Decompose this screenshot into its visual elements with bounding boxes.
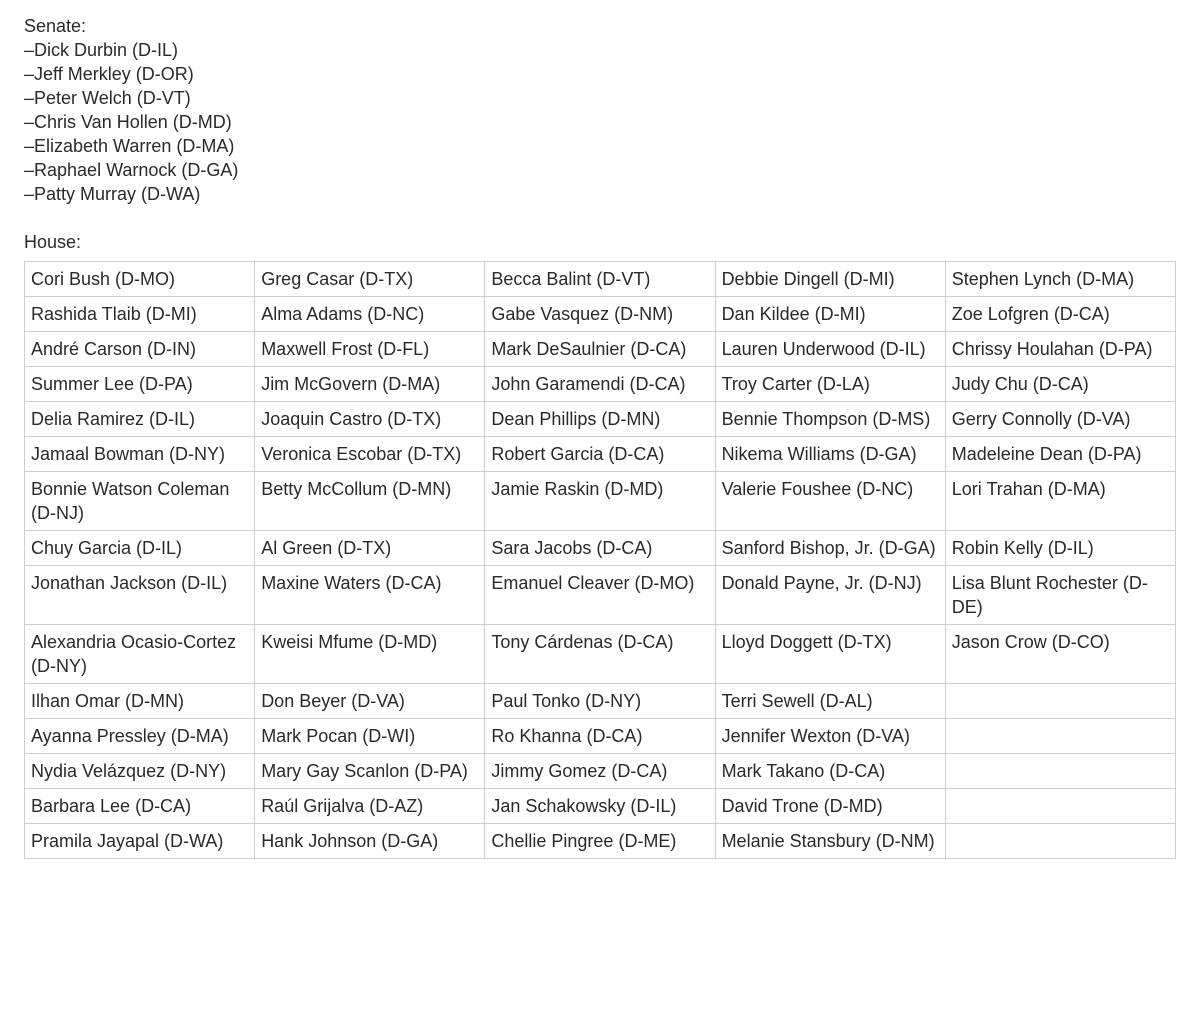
table-cell: Veronica Escobar (D-TX) — [255, 437, 485, 472]
table-row — [25, 625, 1176, 684]
table-cell: Nikema Williams (D-GA) — [715, 437, 945, 472]
senate-member: –Raphael Warnock (D-GA) — [24, 160, 239, 180]
table-cell: Barbara Lee (D-CA) — [25, 789, 255, 824]
table-cell: Hank Johnson (D-GA) — [255, 824, 485, 859]
table-cell — [945, 754, 1175, 789]
table-row — [25, 297, 1176, 332]
house-heading: House: — [24, 232, 82, 252]
table-cell: Bennie Thompson (D-MS) — [715, 402, 945, 437]
table-row — [25, 824, 1176, 859]
table-cell: Valerie Foushee (D-NC) — [715, 472, 945, 531]
table-cell: Jimmy Gomez (D-CA) — [485, 754, 715, 789]
table-row — [25, 402, 1176, 437]
table-cell: Mary Gay Scanlon (D-PA) — [255, 754, 485, 789]
table-row — [25, 472, 1176, 531]
table-cell — [945, 789, 1175, 824]
table-cell: Mark DeSaulnier (D-CA) — [485, 332, 715, 367]
senate-member: –Patty Murray (D-WA) — [24, 184, 201, 204]
table-cell: Chellie Pingree (D-ME) — [485, 824, 715, 859]
table-cell: Kweisi Mfume (D-MD) — [255, 625, 485, 684]
table-cell: Jamaal Bowman (D-NY) — [25, 437, 255, 472]
table-cell: Jim McGovern (D-MA) — [255, 367, 485, 402]
table-cell: Jonathan Jackson (D-IL) — [25, 566, 255, 625]
table-row — [25, 531, 1176, 566]
senate-member: –Chris Van Hollen (D-MD) — [24, 112, 232, 132]
table-cell: Al Green (D-TX) — [255, 531, 485, 566]
table-cell — [945, 684, 1175, 719]
table-cell: Stephen Lynch (D-MA) — [945, 262, 1175, 297]
table-cell: Jennifer Wexton (D-VA) — [715, 719, 945, 754]
table-cell: Donald Payne, Jr. (D-NJ) — [715, 566, 945, 625]
table-cell: Chuy Garcia (D-IL) — [25, 531, 255, 566]
table-row — [25, 754, 1176, 789]
table-cell: Lloyd Doggett (D-TX) — [715, 625, 945, 684]
table-cell: Lori Trahan (D-MA) — [945, 472, 1175, 531]
senate-list — [24, 38, 1176, 206]
table-cell: Mark Takano (D-CA) — [715, 754, 945, 789]
house-table-body — [25, 262, 1176, 859]
table-cell: David Trone (D-MD) — [715, 789, 945, 824]
table-cell: Madeleine Dean (D-PA) — [945, 437, 1175, 472]
table-cell: Emanuel Cleaver (D-MO) — [485, 566, 715, 625]
table-cell: Gerry Connolly (D-VA) — [945, 402, 1175, 437]
table-cell: Bonnie Watson Coleman (D-NJ) — [25, 472, 255, 531]
house-table — [24, 261, 1176, 859]
table-cell: Troy Carter (D-LA) — [715, 367, 945, 402]
table-cell: Dean Phillips (D-MN) — [485, 402, 715, 437]
senate-member: –Peter Welch (D-VT) — [24, 88, 191, 108]
table-cell: Maxwell Frost (D-FL) — [255, 332, 485, 367]
table-cell: Sara Jacobs (D-CA) — [485, 531, 715, 566]
table-cell: Alma Adams (D-NC) — [255, 297, 485, 332]
table-cell: Pramila Jayapal (D-WA) — [25, 824, 255, 859]
table-cell: André Carson (D-IN) — [25, 332, 255, 367]
table-cell: Robin Kelly (D-IL) — [945, 531, 1175, 566]
senate-member: –Jeff Merkley (D-OR) — [24, 64, 194, 84]
table-cell: Lisa Blunt Rochester (D-DE) — [945, 566, 1175, 625]
table-cell: Greg Casar (D-TX) — [255, 262, 485, 297]
table-cell — [945, 824, 1175, 859]
table-cell: Jamie Raskin (D-MD) — [485, 472, 715, 531]
table-cell: Robert Garcia (D-CA) — [485, 437, 715, 472]
table-cell: Nydia Velázquez (D-NY) — [25, 754, 255, 789]
table-cell: Paul Tonko (D-NY) — [485, 684, 715, 719]
table-cell: Ilhan Omar (D-MN) — [25, 684, 255, 719]
table-cell: Raúl Grijalva (D-AZ) — [255, 789, 485, 824]
table-cell: Maxine Waters (D-CA) — [255, 566, 485, 625]
table-row — [25, 332, 1176, 367]
table-cell: Tony Cárdenas (D-CA) — [485, 625, 715, 684]
table-row — [25, 437, 1176, 472]
table-row — [25, 262, 1176, 297]
table-cell: Mark Pocan (D-WI) — [255, 719, 485, 754]
table-cell: Don Beyer (D-VA) — [255, 684, 485, 719]
table-cell: Zoe Lofgren (D-CA) — [945, 297, 1175, 332]
table-row — [25, 719, 1176, 754]
table-cell: Alexandria Ocasio-Cortez (D-NY) — [25, 625, 255, 684]
table-cell: Debbie Dingell (D-MI) — [715, 262, 945, 297]
senate-member: –Elizabeth Warren (D-MA) — [24, 136, 235, 156]
senate-heading: Senate: — [24, 16, 87, 36]
table-cell: Jan Schakowsky (D-IL) — [485, 789, 715, 824]
table-cell — [945, 719, 1175, 754]
table-cell: Summer Lee (D-PA) — [25, 367, 255, 402]
table-cell: Delia Ramirez (D-IL) — [25, 402, 255, 437]
table-cell: Lauren Underwood (D-IL) — [715, 332, 945, 367]
table-cell: Cori Bush (D-MO) — [25, 262, 255, 297]
table-cell: Betty McCollum (D-MN) — [255, 472, 485, 531]
table-cell: Ro Khanna (D-CA) — [485, 719, 715, 754]
table-cell: Rashida Tlaib (D-MI) — [25, 297, 255, 332]
table-cell: Joaquin Castro (D-TX) — [255, 402, 485, 437]
table-cell: Chrissy Houlahan (D-PA) — [945, 332, 1175, 367]
senate-member: –Dick Durbin (D-IL) — [24, 40, 179, 60]
table-cell: Melanie Stansbury (D-NM) — [715, 824, 945, 859]
table-cell: Becca Balint (D-VT) — [485, 262, 715, 297]
table-row — [25, 789, 1176, 824]
table-cell: John Garamendi (D-CA) — [485, 367, 715, 402]
table-row — [25, 566, 1176, 625]
table-row — [25, 684, 1176, 719]
table-cell: Sanford Bishop, Jr. (D-GA) — [715, 531, 945, 566]
table-row — [25, 367, 1176, 402]
table-cell: Terri Sewell (D-AL) — [715, 684, 945, 719]
table-cell: Jason Crow (D-CO) — [945, 625, 1175, 684]
table-cell: Judy Chu (D-CA) — [945, 367, 1175, 402]
table-cell: Ayanna Pressley (D-MA) — [25, 719, 255, 754]
table-cell: Gabe Vasquez (D-NM) — [485, 297, 715, 332]
table-cell: Dan Kildee (D-MI) — [715, 297, 945, 332]
